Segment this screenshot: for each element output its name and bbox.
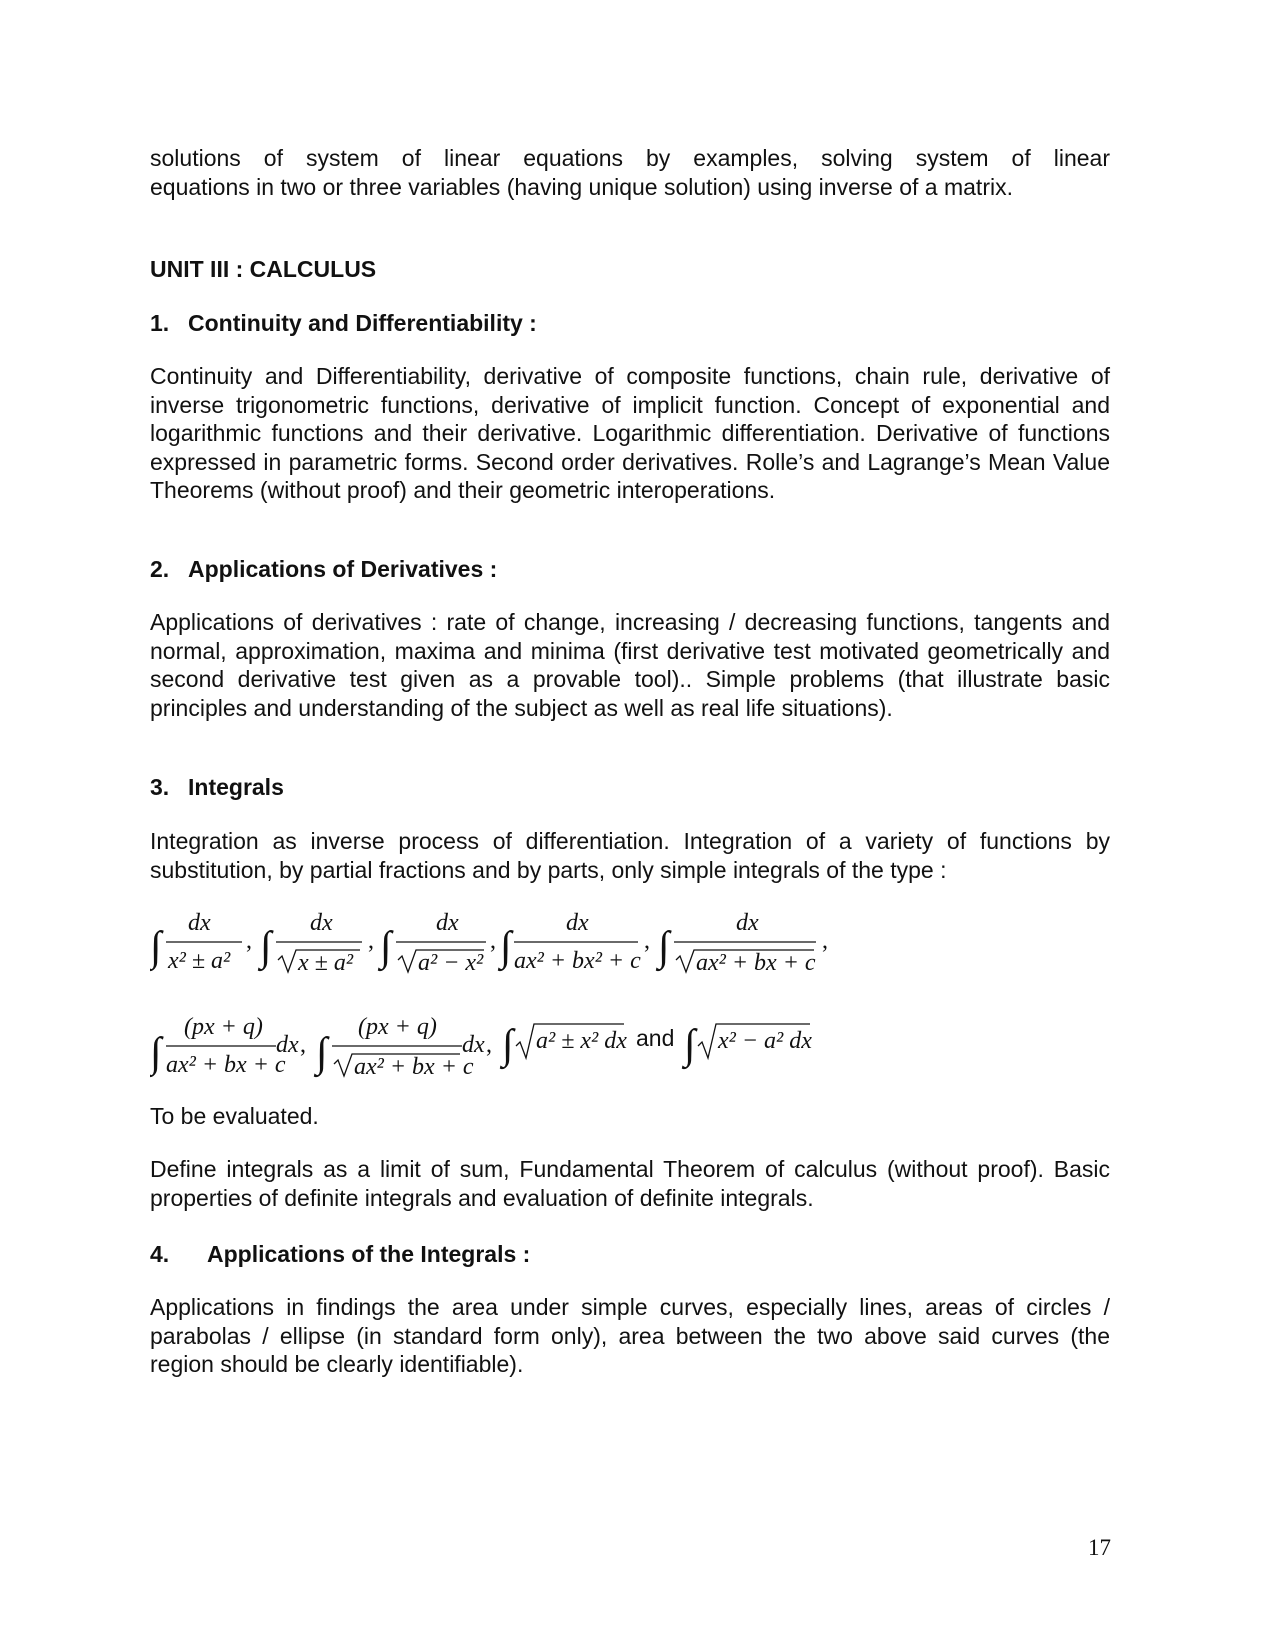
integral-sign-icon: ∫ (658, 924, 670, 970)
separator-comma: , (246, 928, 252, 954)
formula-2-numerator: dx (310, 910, 333, 936)
section-1-heading (150, 309, 1110, 337)
integral-sign-icon: ∫ (684, 1022, 696, 1068)
section-2-heading (150, 555, 1110, 583)
formula-1-numerator: dx (188, 910, 211, 936)
formula-4-numerator: dx (566, 910, 589, 936)
formula-3-numerator: dx (436, 910, 459, 936)
section-1-body-text: Continuity and Differentiability, derivative of composite functions, chain rule, derivative of inverse trigonometric functions, derivative of implicit function. Concept of exponential and logarithmic functions and their derivative. Logarithmic differentiation. Derivative of functions expressed in parametric forms. Second order derivatives. Rolle’s and Lagrange’s Mean Value Theorems (without proof) and their geometric interoperations. (150, 363, 1110, 504)
section-3-heading (150, 773, 1110, 801)
formula-7-denominator: ax² + bx + c (354, 1054, 474, 1080)
formula-1-denominator: x² ± a² (168, 948, 231, 974)
section-4-number: 4. (150, 1241, 170, 1267)
to-be-evaluated-text: To be evaluated. (150, 1103, 319, 1129)
formula-5-denominator: ax² + bx + c (696, 950, 816, 976)
formula-9-radicand: x² − a² dx (718, 1028, 812, 1054)
formula-6-denominator: ax² + bx + c (166, 1052, 286, 1078)
formula-4-denominator: ax² + bx² + c (514, 948, 641, 974)
intro-paragraph (150, 144, 1110, 201)
page-number: 17 (1088, 1535, 1111, 1560)
formula-6-dx: dx (276, 1032, 299, 1058)
formula-5-numerator: dx (736, 910, 759, 936)
unit-title (150, 255, 1110, 283)
section-3-body-2 (150, 1155, 1110, 1212)
integral-sign-icon: ∫ (150, 1030, 162, 1076)
formula-7-numerator: (px + q) (358, 1014, 437, 1040)
integral-formulas-row-1 (150, 900, 870, 990)
integral-sign-icon: ∫ (500, 924, 512, 970)
section-3-body (150, 827, 1110, 884)
section-1-body (150, 362, 1110, 505)
formula-7-dx: dx (462, 1032, 485, 1058)
section-3-title: Integrals (188, 774, 284, 800)
separator-comma: , (300, 1032, 306, 1058)
section-2-title: Applications of Derivatives : (188, 556, 498, 582)
separator-comma: , (822, 928, 828, 954)
section-4-heading (150, 1240, 1110, 1268)
section-3-number: 3. (150, 774, 170, 800)
and-word: and (636, 1025, 675, 1051)
intro-line-2: equations in two or three variables (having unique solution) using inverse of a matrix. (150, 173, 1013, 200)
section-1-title: Continuity and Differentiability : (188, 310, 537, 336)
section-3-body-2-text: Define integrals as a limit of sum, Fundamental Theorem of calculus (without proof). Basic properties of definite integrals and evaluation of definite integrals. (150, 1156, 1110, 1211)
to-be-evaluated (150, 1102, 1110, 1131)
section-2-body-text: Applications of derivatives : rate of change, increasing / decreasing functions, tangents and normal, approximation, maxima and minima (first derivative test motivated geometrically and second derivative test given as a provable tool).. Simple problems (that illustrate basic principles and understanding of the subject as well as real life situations). (150, 609, 1110, 721)
section-4-body (150, 1293, 1110, 1379)
section-2-number: 2. (150, 556, 170, 582)
integral-sign-icon: ∫ (316, 1030, 328, 1076)
integral-sign-icon: ∫ (150, 924, 162, 970)
section-2-body (150, 608, 1110, 722)
separator-comma: , (490, 928, 496, 954)
formula-3-denominator: a² − x² (418, 950, 484, 976)
section-3-body-text: Integration as inverse process of differentiation. Integration of a variety of functions by substitution, by partial fractions and by parts, only simple integrals of the type : (150, 828, 1110, 883)
separator-comma: , (486, 1032, 492, 1058)
section-4-body-text: Applications in findings the area under simple curves, especially lines, areas of circles / parabolas / ellipse (in standard form only), area between the two above said curves (the region should be clearly identifiable). (150, 1294, 1110, 1378)
separator-comma: , (368, 928, 374, 954)
integral-sign-icon: ∫ (260, 924, 272, 970)
unit-title-text: UNIT III : CALCULUS (150, 256, 377, 282)
formula-8-radicand: a² ± x² dx (536, 1028, 627, 1054)
intro-line-1: solutions of system of linear equations by examples, solving system of linear (150, 145, 1110, 171)
integral-formulas-row-2 (150, 1008, 870, 1098)
formula-6-numerator: (px + q) (184, 1014, 263, 1040)
section-1-number: 1. (150, 310, 170, 336)
integral-sign-icon: ∫ (380, 924, 392, 970)
separator-comma: , (644, 928, 650, 954)
formula-2-denominator: x ± a² (298, 950, 354, 976)
section-4-title: Applications of the Integrals : (207, 1241, 531, 1267)
integral-sign-icon: ∫ (502, 1022, 514, 1068)
